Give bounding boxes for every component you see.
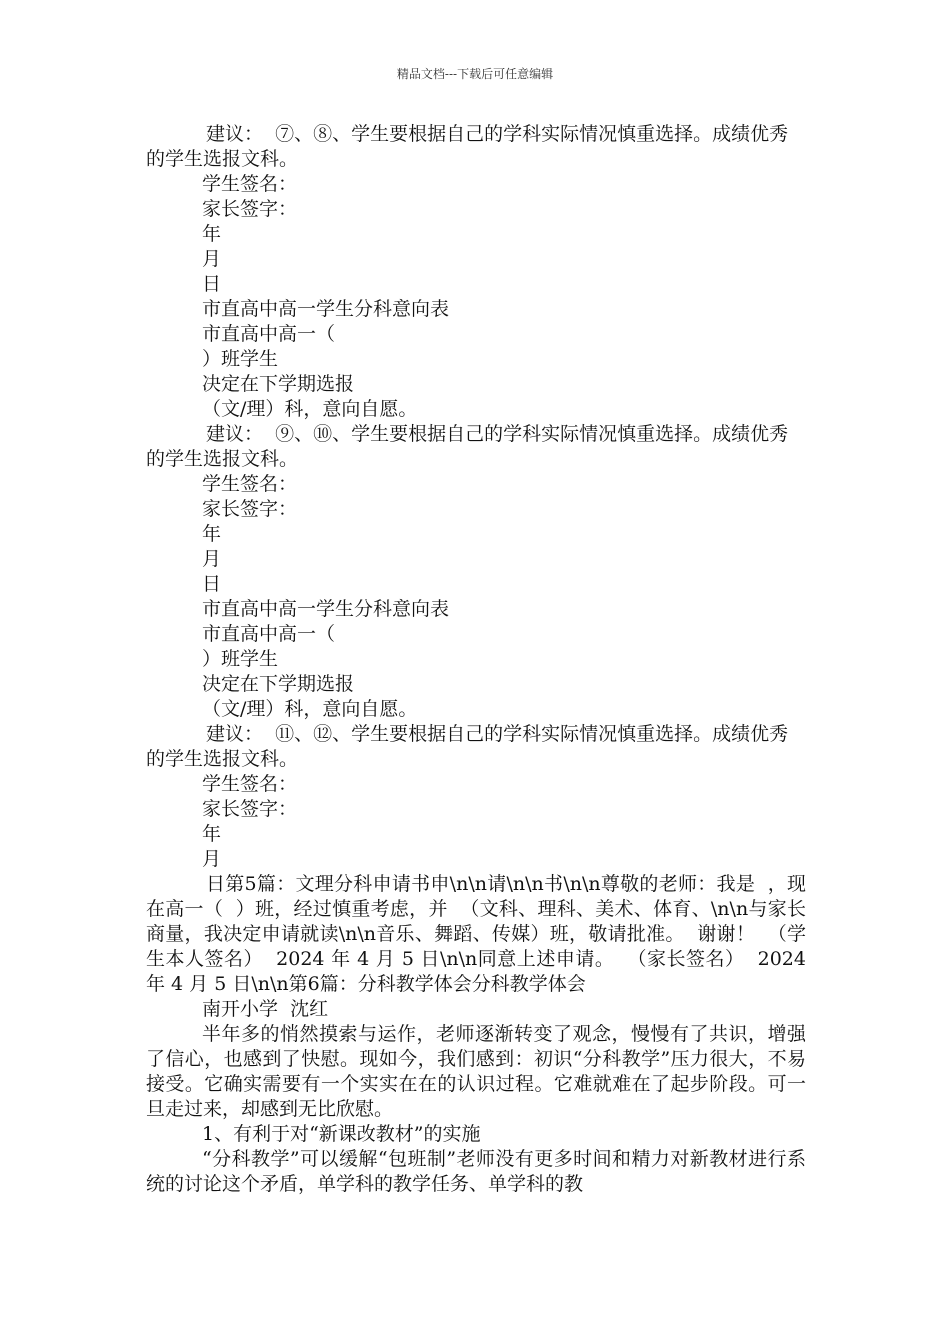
paragraph-line: 年 [202,223,222,245]
paragraph-line: （文/理）科，意向自愿。 [202,698,418,720]
paragraph-line: 日 [202,573,222,595]
paragraph-line: 月 [202,848,222,870]
paragraph-line: 日 [202,273,222,295]
paragraph-line: 月 [202,248,222,270]
paragraph-line: 家长签字： [202,798,298,820]
paragraph-line: 市直高中高一（ [202,623,336,645]
paragraph-line: 建议： ⑦、⑧、学生要根据自己的学科实际情况慎重选择。成绩优秀的学生选报文科。 [146,123,789,170]
paragraph-line: 建议： ⑪、⑫、学生要根据自己的学科实际情况慎重选择。成绩优秀的学生选报文科。 [146,723,789,770]
paragraph-line: 半年多的悄然摸索与运作，老师逐渐转变了观念，慢慢有了共识，增强了信心，也感到了快慰。现如今，我们感到：初识“分科教学”压力很大，不易接受。它确实需要有一个实实在在的认识过程。它难就难在了起步阶段。可一旦走过来，却感到无比欣慰。 [146,1023,806,1120]
paragraph-line: 学生签名： [202,473,298,495]
paragraph-line: 学生签名： [202,773,298,795]
paragraph-line: ）班学生 [202,648,279,670]
paragraph-line: （文/理）科，意向自愿。 [202,398,418,420]
paragraph-line: 家长签字： [202,498,298,520]
paragraph-line: 建议： ⑨、⑩、学生要根据自己的学科实际情况慎重选择。成绩优秀的学生选报文科。 [146,423,789,470]
paragraph-line: 市直高中高一学生分科意向表 [202,298,450,320]
paragraph-line: 市直高中高一（ [202,323,336,345]
paragraph-line: 市直高中高一学生分科意向表 [202,598,450,620]
paragraph-line: 家长签字： [202,198,298,220]
paragraph-line: 决定在下学期选报 [202,373,355,395]
document-body [146,122,813,1197]
page-header: 精品文档---下载后可任意编辑 [396,67,554,81]
paragraph-line: 1、有利于对“新课改教材”的实施 [202,1123,481,1145]
paragraph-line: 南开小学 沈红 [202,998,329,1020]
paragraph-line: 年 [202,523,222,545]
paragraph-line: 年 [202,823,222,845]
paragraph-line: 学生签名： [202,173,298,195]
paragraph-line: “分科教学”可以缓解“包班制”老师没有更多时间和精力对新教材进行系统的讨论这个矛盾，单学科的教学任务、单学科的教 [146,1148,806,1195]
paragraph-line: ）班学生 [202,348,279,370]
paragraph-line: 月 [202,548,222,570]
paragraph-line: 日第5篇：文理分科申请书申\n\n请\n\n书\n\n尊敬的老师：我是 ，现在高一（ ）班，经过慎重考虑，并 （文科、理科、美术、体育、\n\n与家长商量，我决定申请就读\n\n音乐、舞蹈、传媒）班，敬请批准。 谢谢！ （学生本人签名） 2024 年 4 月 5 日\n\n同意上述申请。 （家长签名） 2024 年 4 月 5 日\n\n第6篇：分科教学体会分科教学体会 [146,873,813,995]
paragraph-line: 决定在下学期选报 [202,673,355,695]
